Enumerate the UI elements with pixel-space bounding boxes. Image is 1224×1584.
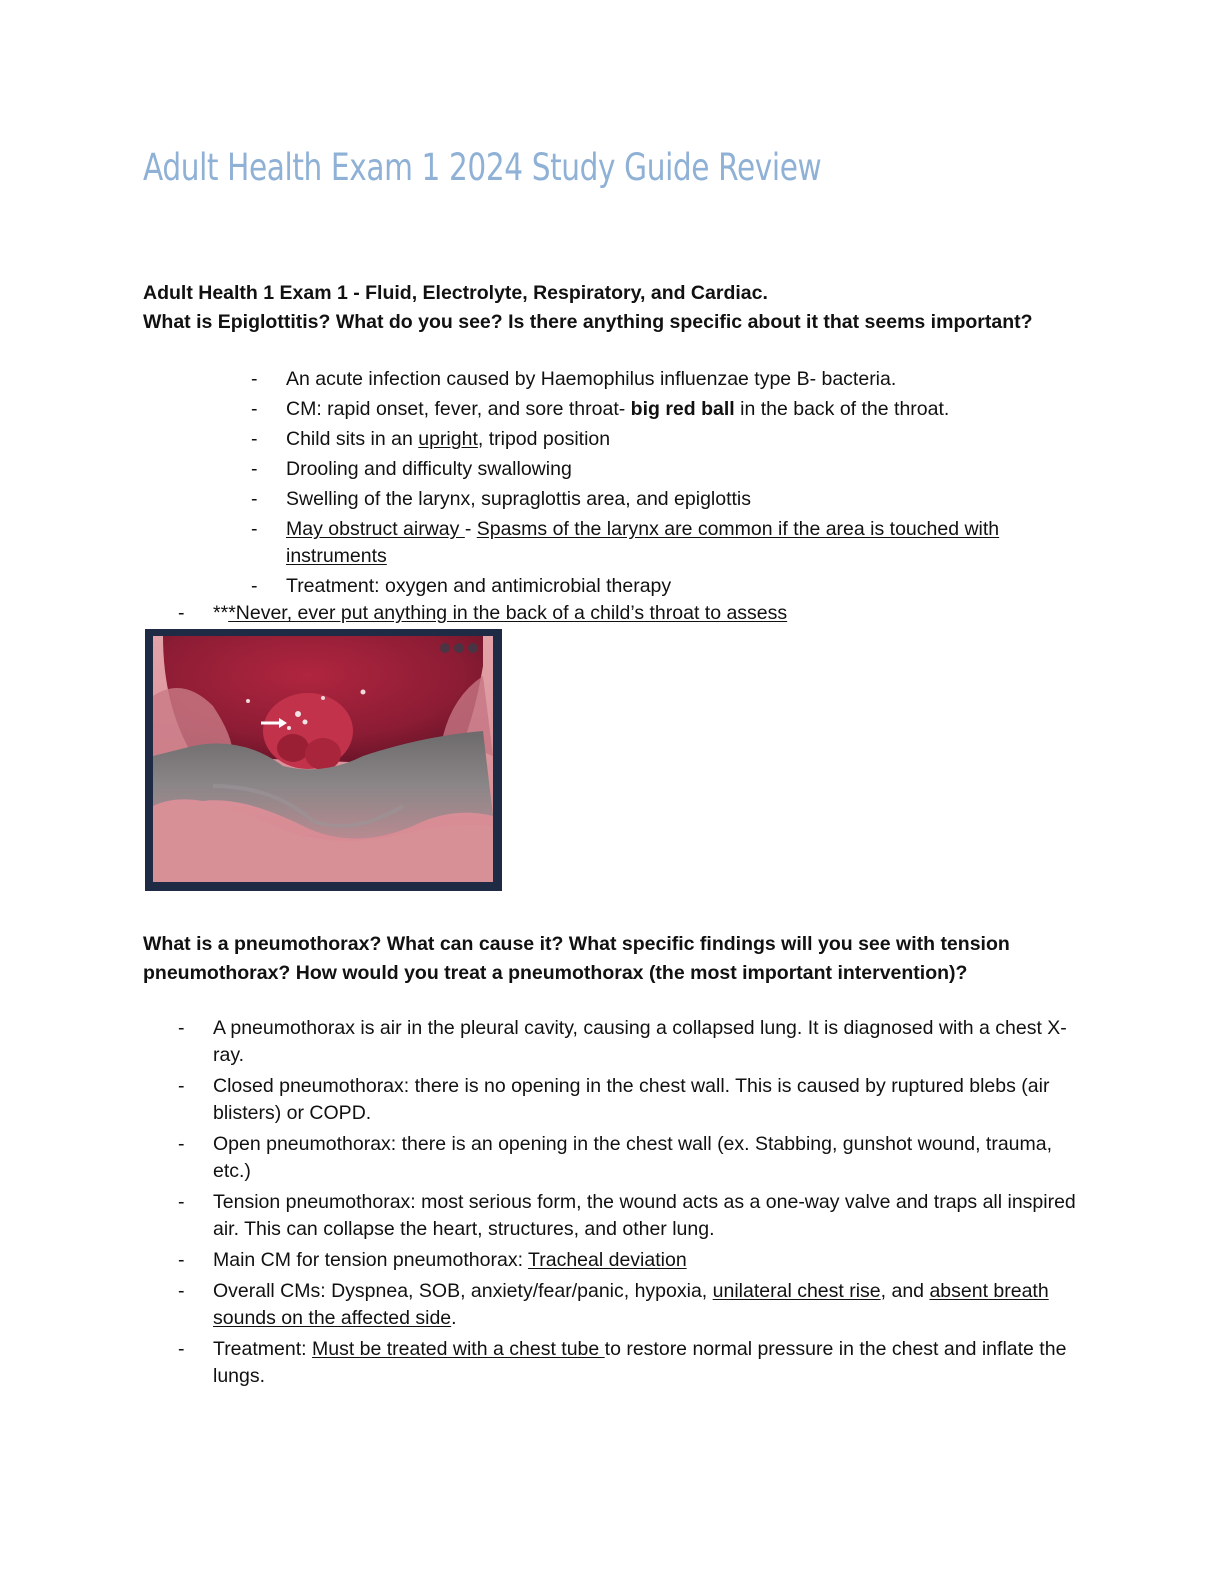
bullet-dash: - [251, 368, 258, 390]
bullet-dash: - [178, 1249, 185, 1271]
bullet-dash: - [178, 1280, 185, 1302]
throat-illustration [153, 636, 493, 882]
epiglottitis-list [0, 366, 1056, 600]
bullet-dash: - [251, 398, 258, 420]
section-subtitle: Adult Health 1 Exam 1 - Fluid, Electrolyte, Respiratory, and Cardiac. [143, 282, 768, 304]
bullet-dash: - [178, 1133, 185, 1155]
document-title: Adult Health Exam 1 2024 Study Guide Review [143, 146, 822, 189]
pneumothorax-list [0, 1015, 1083, 1394]
list-item: - Closed pneumothorax: there is no opening in the chest wall. This is caused by ruptured blebs (air blisters) or COPD. [178, 1075, 1050, 1124]
bullet-dash: - [251, 575, 258, 597]
bullet-dash: - [178, 1075, 185, 1097]
list-item: - Swelling of the larynx, supraglottis area, and epiglottis [0, 486, 1056, 513]
list-item: - Drooling and difficulty swallowing [0, 456, 1056, 483]
underlined-tracheal-deviation: Tracheal deviation [528, 1249, 687, 1271]
list-item: - An acute infection caused by Haemophilus influenzae type B- bacteria. [0, 366, 1056, 393]
list-item: - Treatment: Must be treated with a chest tube to restore normal pressure in the chest and inflate the lungs. [178, 1338, 1067, 1387]
list-item: - Tension pneumothorax: most serious form, the wound acts as a one-way valve and traps all inspired air. This can collapse the heart, structures, and other lung. [178, 1191, 1076, 1240]
list-item: - Treatment: oxygen and antimicrobial therapy [0, 573, 1056, 600]
epiglottitis-warning-list [0, 600, 1013, 627]
bullet-dash: - [251, 518, 258, 540]
bullet-dash: - [178, 602, 185, 624]
list-item: - Open pneumothorax: there is an opening in the chest wall (ex. Stabbing, gunshot wound, trauma, etc.) [178, 1133, 1053, 1182]
emphasis-big-red-ball: big red ball [630, 398, 735, 420]
bullet-dash: - [251, 428, 258, 450]
list-item: - CM: rapid onset, fever, and sore throat- big red ball in the back of the throat. [0, 396, 1056, 423]
list-item: - Overall CMs: Dyspnea, SOB, anxiety/fear/panic, hypoxia, unilateral chest rise, and absent breath sounds on the affected side. [178, 1280, 1049, 1329]
list-item: - Child sits in an upright, tripod position [0, 426, 1056, 453]
underlined-upright: upright [418, 428, 478, 450]
question-pneumothorax-heading: What is a pneumothorax? What can cause it? What specific findings will you see with tension pneumothorax? How would you treat a pneumothorax (the most important intervention)? [143, 933, 1010, 984]
list-item: - A pneumothorax is air in the pleural cavity, causing a collapsed lung. It is diagnosed with a chest X-ray. [178, 1017, 1067, 1066]
list-item: - ***Never, ever put anything in the back of a child’s throat to assess [0, 600, 1013, 627]
epiglottitis-throat-photo [145, 629, 502, 891]
underlined-chest-tube: Must be treated with a chest tube [311, 1338, 605, 1360]
list-item: - May obstruct airway - Spasms of the larynx are common if the area is touched with instruments [251, 518, 1000, 567]
bullet-dash: - [251, 458, 258, 480]
bullet-dash: - [251, 488, 258, 510]
warning-text: *Never, ever put anything in the back of a child’s throat to assess [228, 602, 788, 624]
bullet-dash: - [178, 1017, 185, 1039]
bullet-dash: - [178, 1338, 185, 1360]
question-epiglottitis-heading: What is Epiglottitis? What do you see? Is there anything specific about it that seems important? [143, 311, 1033, 333]
list-item: - Main CM for tension pneumothorax: Tracheal deviation [0, 1247, 1083, 1274]
bullet-dash: - [178, 1191, 185, 1213]
